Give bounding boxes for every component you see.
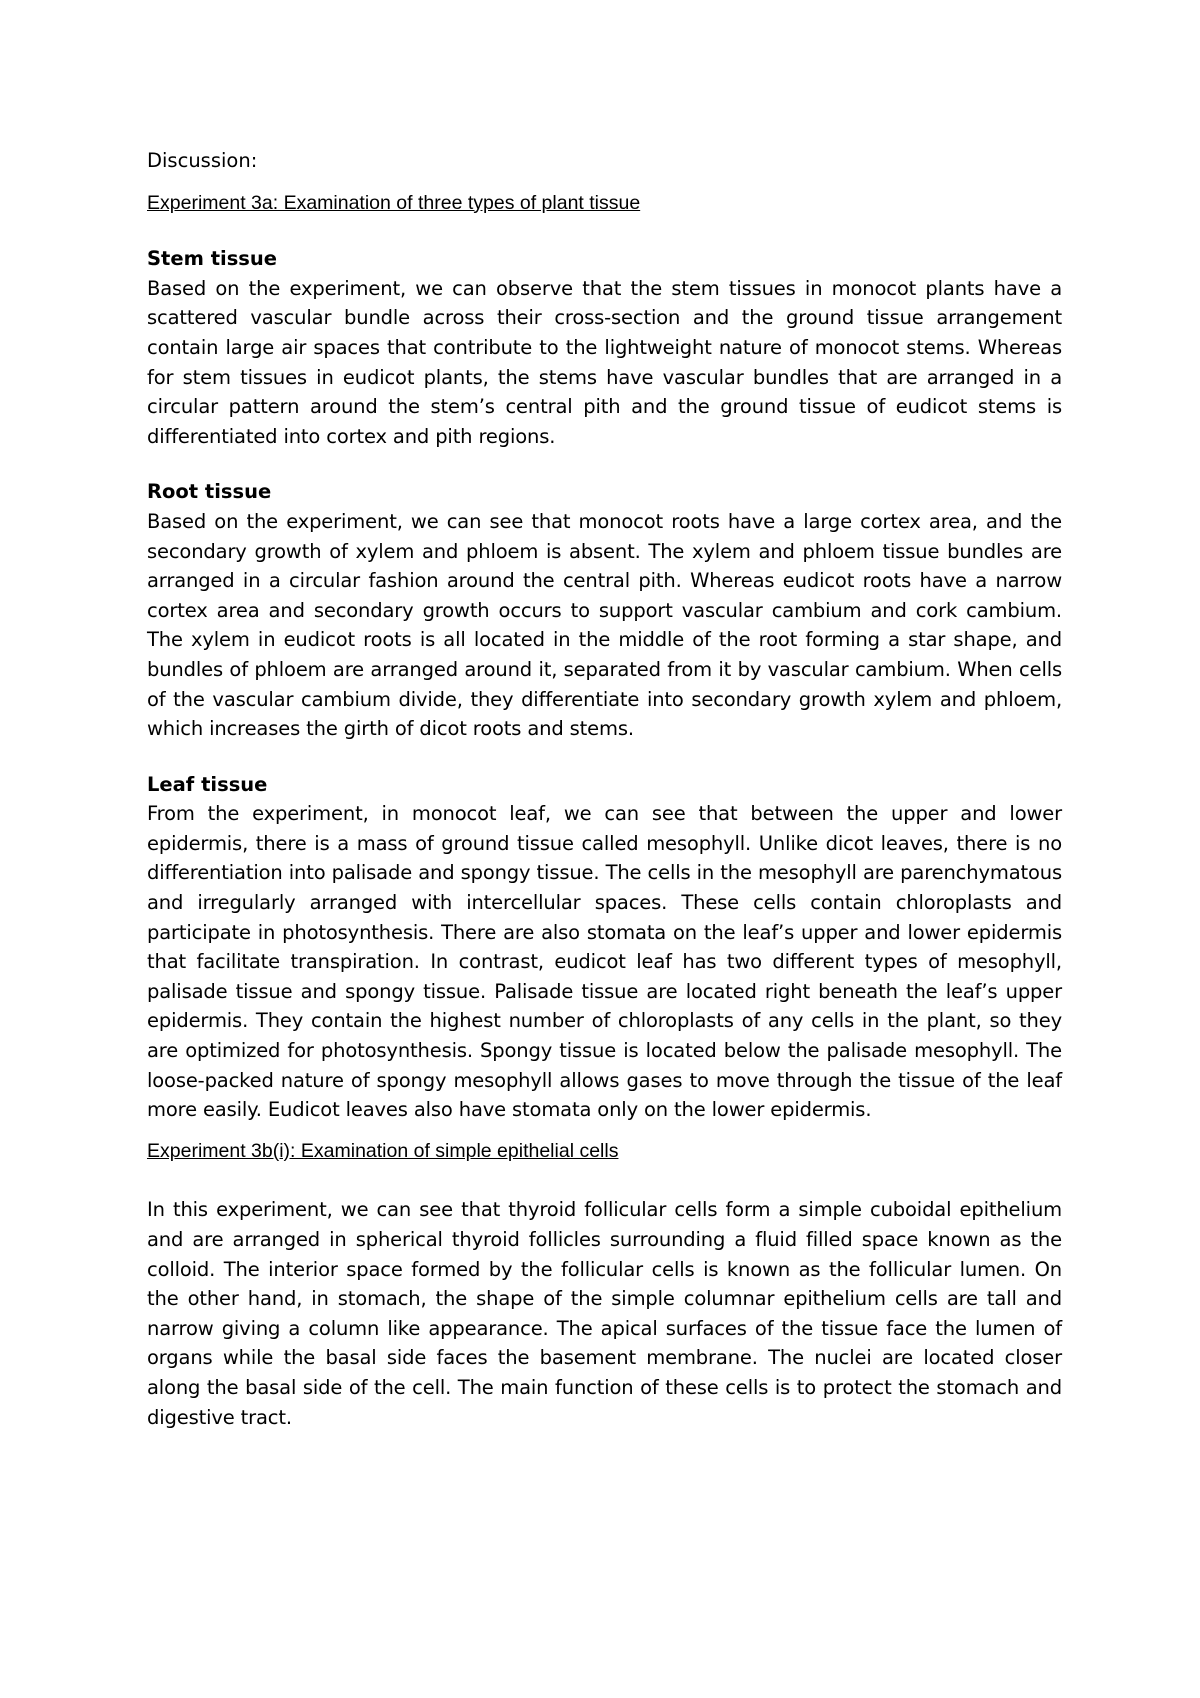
stem-tissue-title: Stem tissue [147, 247, 278, 271]
stem-tissue-paragraph: Based on the experiment, we can observe that the stem tissues in monocot plants have a scattered vascular bundle across their cross-section and the ground tissue arrangement contain large air spaces that contribute to the lightweight nature of monocot stems. Whereas for stem tissues in eudicot plants, the stems have vascular bundles that are arranged in a circular pattern around the stem’s central pith and the ground tissue of eudicot stems is differentiated into cortex and pith regions. [147, 276, 1062, 448]
leaf-tissue-paragraph: From the experiment, in monocot leaf, we can see that between the upper and lower epidermis, there is a mass of ground tissue called mesophyll. Unlike dicot leaves, there is no differentiation into palisade and spongy tissue. The cells in the mesophyll are parenchymatous and irregularly arranged with intercellular spaces. These cells contain chloroplasts and participate in photosynthesis. There are also stomata on the leaf’s upper and lower epidermis that facilitate transpiration. In contrast, eudicot leaf has two different types of mesophyll, palisade tissue and spongy tissue. Palisade tissue are located right beneath the leaf’s upper epidermis. They contain the highest number of chloroplasts of any cells in the plant, so they are optimized for photosynthesis. Spongy tissue is located below the palisade mesophyll. The loose-packed nature of spongy mesophyll allows gases to move through the tissue of the leaf more easily. Eudicot leaves also have stomata only on the lower epidermis. [147, 802, 1062, 1122]
page-heading: Discussion: [147, 149, 258, 172]
root-tissue-title: Root tissue [147, 480, 272, 504]
stem-tissue-section [147, 244, 1062, 451]
leaf-tissue-title: Leaf tissue [147, 772, 268, 796]
experiment-3b-heading: Experiment 3b(i): Examination of simple epithelial cells [147, 1139, 619, 1162]
experiment-3a-heading: Experiment 3a: Examination of three types of plant tissue [147, 191, 641, 214]
epithelial-cells-paragraph: In this experiment, we can see that thyroid follicular cells form a simple cuboidal epithelium and are arranged in spherical thyroid follicles surrounding a fluid filled space known as the colloid. The interior space formed by the follicular cells is known as the follicular lumen. On the other hand, in stomach, the shape of the simple columnar epithelium cells are tall and narrow giving a column like appearance. The apical surfaces of the tissue face the lumen of organs while the basal side faces the basement membrane. The nuclei are located closer along the basal side of the cell. The main function of these cells is to protect the stomach and digestive tract. [147, 1198, 1062, 1429]
root-tissue-section [147, 477, 1062, 743]
document-page [147, 146, 1062, 1432]
root-tissue-paragraph: Based on the experiment, we can see that monocot roots have a large cortex area, and the secondary growth of xylem and phloem is absent. The xylem and phloem tissue bundles are arranged in a circular fashion around the central pith. Whereas eudicot roots have a narrow cortex area and secondary growth occurs to support vascular cambium and cork cambium. The xylem in eudicot roots is all located in the middle of the root forming a star shape, and bundles of phloem are arranged around it, separated from it by vascular cambium. When cells of the vascular cambium divide, they differentiate into secondary growth xylem and phloem, which increases the girth of dicot roots and stems. [147, 509, 1062, 741]
leaf-tissue-section [147, 770, 1062, 1125]
